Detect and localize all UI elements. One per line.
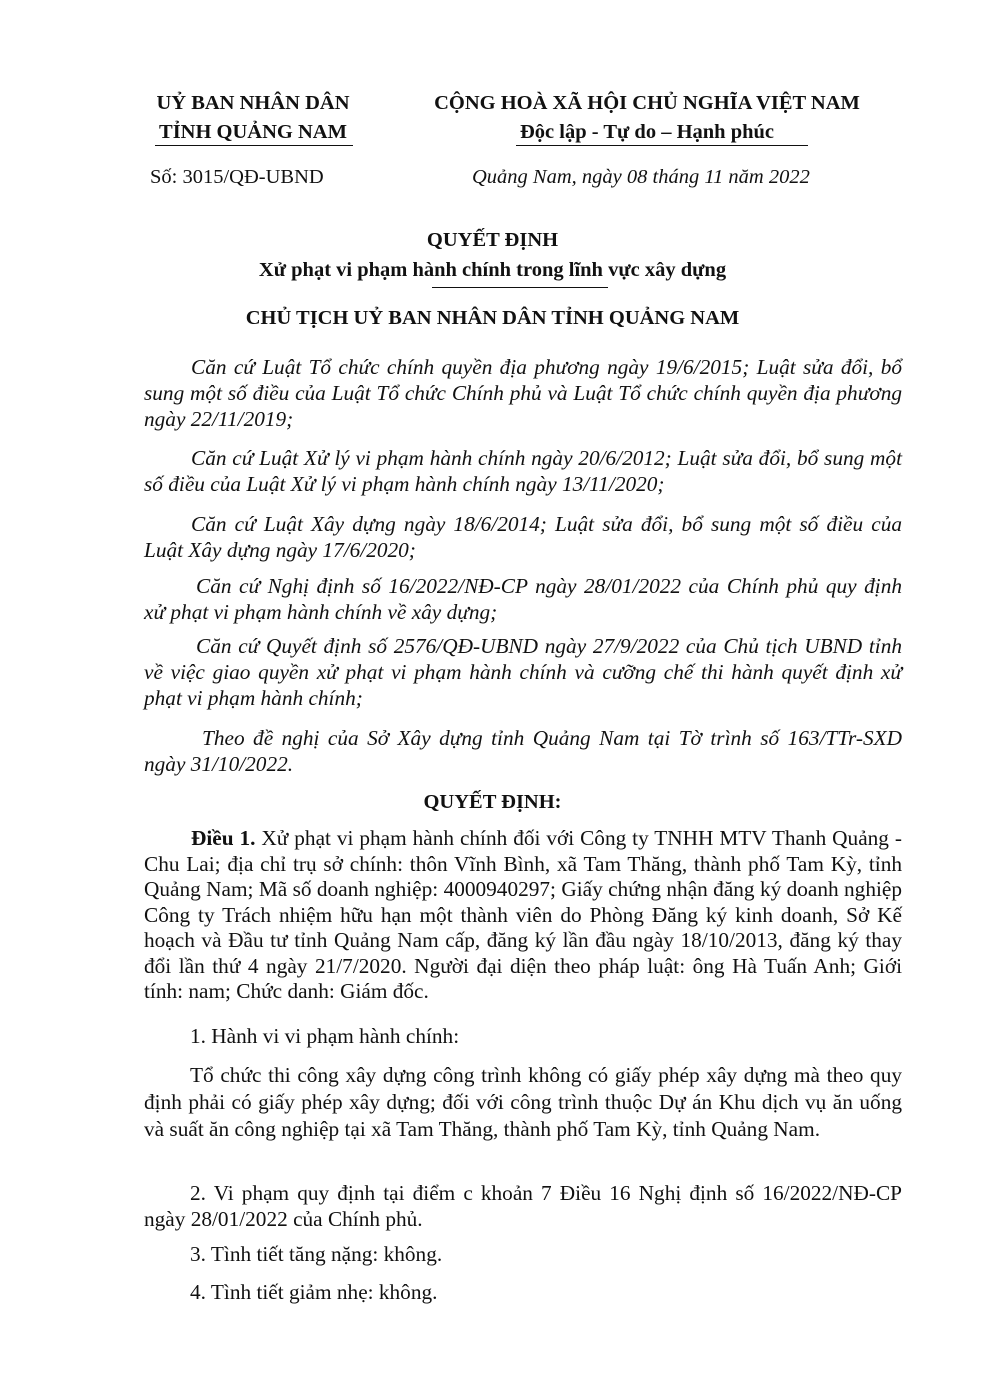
agency-line-2: TỈNH QUẢNG NAM [159, 121, 347, 143]
agency-line-1: UỶ BAN NHÂN DÂN [156, 92, 350, 114]
item-1-heading: 1. Hành vi vi phạm hành chính: [190, 1024, 460, 1048]
legal-basis-3: Căn cứ Luật Xây dựng ngày 18/6/2014; Luật sửa đổi, bổ sung một số điều của Luật Xây dựng ngày 17/6/2020; [144, 512, 902, 562]
document-subject: Xử phạt vi phạm hành chính trong lĩnh vực xây dựng [258, 259, 727, 281]
article-1-text: Xử phạt vi phạm hành chính đối với Công ty TNHH MTV Thanh Quảng - Chu Lai; địa chỉ trụ sở chính: thôn Vĩnh Bình, xã Tam Thăng, thành phố Tam Kỳ, tỉnh Quảng Nam; Mã số doanh nghiệp: 4000940297; Giấy chứng nhận đăng ký doanh nghiệp Công ty Trách nhiệm hữu hạn một thành viên do Phòng Đăng ký kinh doanh, Sở Kế hoạch và Đầu tư tỉnh Quảng Nam cấp, đăng ký lần đầu ngày 18/10/2013, đăng ký thay đổi lần thứ 4 ngày 21/7/2020. Người đại diện theo pháp luật: ông Hà Tuấn Anh; Giới tính: nam; Chức danh: Giám đốc. [144, 826, 902, 1003]
legal-basis-4: Căn cứ Nghị định số 16/2022/NĐ-CP ngày 28/01/2022 của Chính phủ quy định xử phạt vi phạm hành chính về xây dựng; [144, 574, 902, 624]
legal-basis-6: Theo đề nghị của Sở Xây dựng tỉnh Quảng Nam tại Tờ trình số 163/TTr-SXD ngày 31/10/2022. [144, 726, 902, 776]
national-motto: Độc lập - Tự do – Hạnh phúc [519, 121, 774, 143]
legal-basis-2: Căn cứ Luật Xử lý vi phạm hành chính ngày 20/6/2012; Luật sửa đổi, bổ sung một số điều của Luật Xử lý vi phạm hành chính ngày 13/11/2020; [144, 446, 902, 496]
legal-basis-5: Căn cứ Quyết định số 2576/QĐ-UBND ngày 27/9/2022 của Chủ tịch UBND tỉnh về việc giao quyền xử phạt vi phạm hành chính và cưỡng chế thi hành quyết định xử phạt vi phạm hành chính; [144, 634, 902, 710]
motto-underline [516, 145, 808, 146]
document-number: Số: 3015/QĐ-UBND [150, 166, 324, 188]
legal-basis-1: Căn cứ Luật Tổ chức chính quyền địa phương ngày 19/6/2015; Luật sửa đổi, bổ sung một số điều của Luật Tổ chức Chính phủ và Luật Tổ chức chính quyền địa phương ngày 22/11/2019; [144, 355, 902, 431]
national-title-line-1: CỘNG HOÀ XÃ HỘI CHỦ NGHĨA VIỆT NAM [434, 92, 860, 114]
authority-title: CHỦ TỊCH UỶ BAN NHÂN DÂN TỈNH QUẢNG NAM [245, 307, 740, 329]
item-4: 4. Tình tiết giảm nhẹ: không. [190, 1280, 438, 1304]
article-1 [144, 826, 902, 1005]
issuing-agency [140, 89, 366, 147]
article-1-label: Điều 1. [191, 826, 256, 850]
subject-underline [432, 287, 608, 288]
national-title [405, 89, 889, 147]
item-1-text: Tổ chức thi công xây dựng công trình không có giấy phép xây dựng mà theo quy định phải có giấy phép xây dựng; đối với công trình thuộc Dự án Khu dịch vụ ăn uống và suất ăn công nghiệp tại xã Tam Thăng, thành phố Tam Kỳ, tỉnh Quảng Nam. [144, 1063, 902, 1141]
item-3: 3. Tình tiết tăng nặng: không. [190, 1242, 443, 1266]
item-2: 2. Vi phạm quy định tại điểm c khoản 7 Điều 16 Nghị định số 16/2022/NĐ-CP ngày 28/01/2022 của Chính phủ. [144, 1181, 902, 1231]
decision-heading: QUYẾT ĐỊNH: [423, 791, 562, 813]
document-type: QUYẾT ĐỊNH [426, 229, 559, 251]
agency-underline [155, 145, 353, 146]
document-date: Quảng Nam, ngày 08 tháng 11 năm 2022 [472, 166, 810, 188]
